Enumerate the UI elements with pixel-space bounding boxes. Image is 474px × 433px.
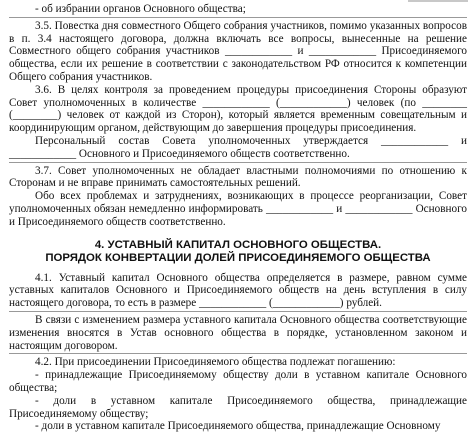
- paragraph-3-5: 3.5. Повестка дня совместного Общего собрания участников, помимо указанных вопросов в п. 3.4 настоящего договора, должна включать все вопросы, вынесенные на решение Совместного общего собрания участников ____________ и ____________ Присоединяемого общества, если их решение в соответствии с законодательством РФ относится к компетенции Общего собрания участников.: [9, 19, 467, 83]
- paragraph-3-6: 3.6. В целях контроля за проведением процедуры присоединения Стороны образуют Совет уполномоченных в количестве ____________ (____________) человек (по ________ (________) человек от каждой из Сторон), который является временным совещательным и координирующим органом, действующим до завершения процедуры присоединения.: [9, 83, 467, 135]
- list-item-shares-3: - доли в уставном капитале Присоединяемого общества, принадлежащие Основному: [35, 420, 441, 433]
- paragraph-3-7: 3.7. Совет уполномоченных не обладает властными полномочиями по отношению к Сторонам и не вправе принимать самостоятельных решений.: [9, 164, 467, 190]
- divider: [9, 311, 467, 312]
- list-item-shares-1: - принадлежащие Присоединяемому обществу доли в уставном капитале Основного общества;: [9, 369, 467, 394]
- paragraph-4-1-changes: В связи с изменением размера уставного капитала Основного общества соответствующие изменения вносятся в Устав основного общества в порядке, установленном законом и настоящим договором.: [9, 313, 467, 352]
- paragraph-3-6-composition: Персональный состав Совета уполномоченных утверждается ____________ и ____________ Основного и Присоединяемого обществ соответственно.: [9, 134, 467, 160]
- list-item-shares-2: - доли в уставном капитале Присоединяемого общества, принадлежащие Присоединяемому обществу;: [9, 394, 467, 420]
- paragraph-4-1: 4.1. Уставный капитал Основного общества определяется в размере, равном сумме уставных капиталов Основного и Присоединяемого обществ на день вступления в силу настоящего договора, то есть в размере ____________ (____________) рублей.: [9, 271, 467, 310]
- divider: [9, 162, 467, 163]
- divider: [9, 353, 467, 354]
- section-subheading-4: ПОРЯДОК КОНВЕРТАЦИИ ДОЛЕЙ ПРИСОЕДИНЯЕМОГО ОБЩЕСТВА: [45, 251, 431, 264]
- divider: [9, 17, 467, 18]
- paragraph-3-7-problems: Обо всех проблемах и затруднениях, возникающих в процессе реорганизации, Совет уполномоченных обязан немедленно информировать ____________ и ____________ Основного и Присоединяемого обществ соответственно.: [9, 190, 467, 228]
- list-item-election: - об избрании органов Основного общества;: [35, 3, 246, 15]
- section-heading-4: 4. УСТАВНЫЙ КАПИТАЛ ОСНОВНОГО ОБЩЕСТВА.: [94, 238, 382, 251]
- document-content: [9, 3, 467, 433]
- paragraph-4-2: 4.2. При присоединении Присоединяемого общества подлежат погашению:: [35, 356, 396, 369]
- toolbar-mark: [408, 0, 468, 2]
